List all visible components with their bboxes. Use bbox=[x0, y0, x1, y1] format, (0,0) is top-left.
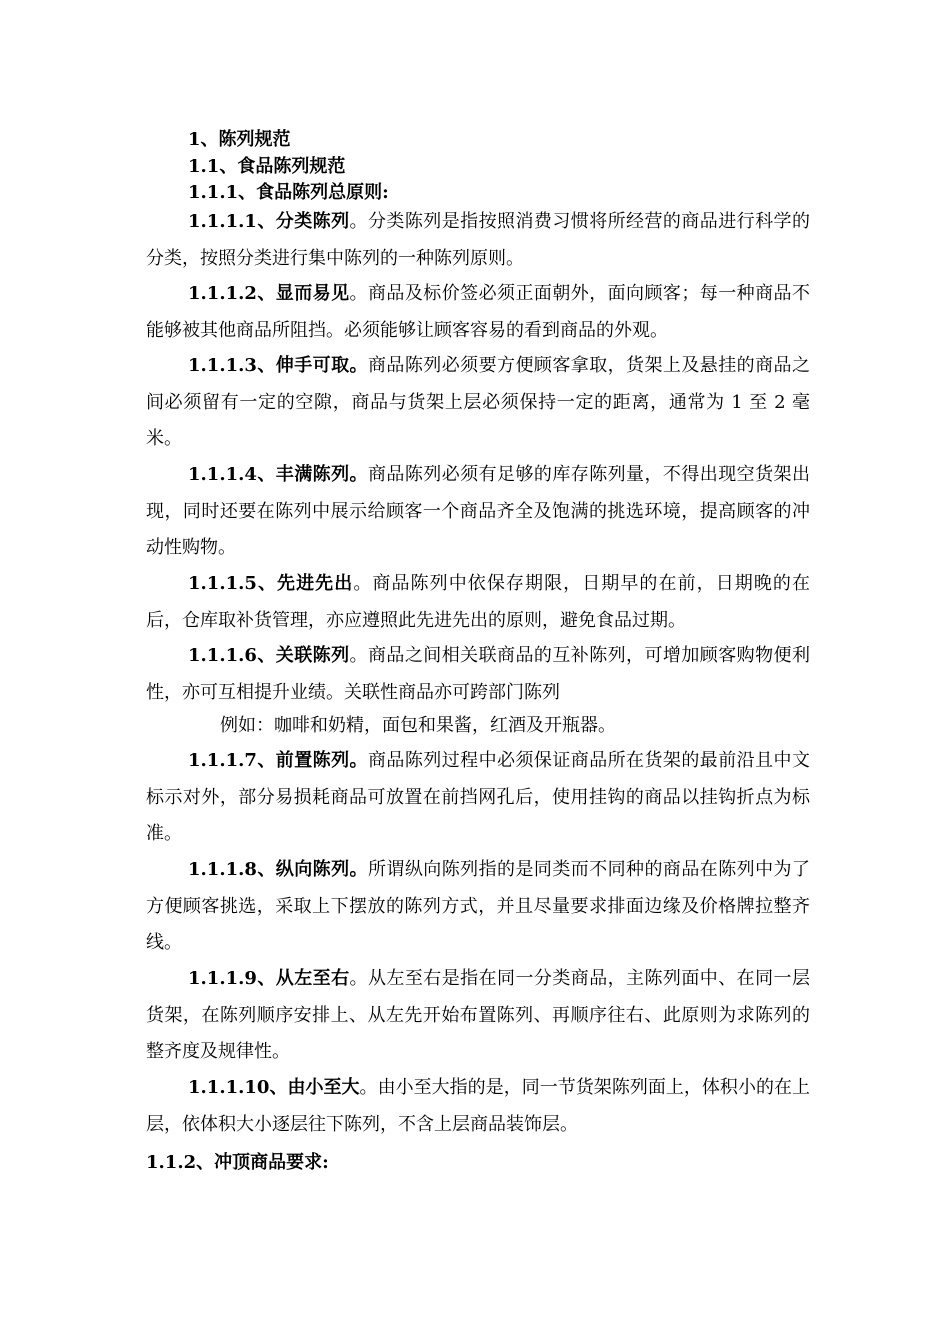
paragraph-lead: 1.1.1.3、伸手可取。 bbox=[188, 355, 368, 376]
paragraph-related-display bbox=[146, 638, 810, 711]
heading-level-2: 1.1、食品陈列规范 bbox=[188, 156, 346, 177]
paragraph-lead: 1.1.1.6、关联陈列 bbox=[188, 645, 350, 666]
paragraph-lead: 1.1.1.10、由小至大 bbox=[188, 1077, 360, 1098]
paragraph-text: 商品陈列必须有足够的库存陈列量，不得出现空货架出现，同时还要在陈列中展示给顾客一个商品齐全及饱满的挑选环境，提高顾客的冲动性购物。 bbox=[146, 464, 810, 558]
paragraph-lead: 1.1.1.5、先进先出 bbox=[188, 573, 354, 594]
paragraph-full-display bbox=[146, 457, 810, 567]
paragraph-lead: 1.1.1.9、从左至右 bbox=[188, 968, 350, 989]
paragraph-lead: 1.1.1.8、纵向陈列。 bbox=[188, 859, 368, 880]
paragraph-front-display bbox=[146, 743, 810, 853]
paragraph-text: 。分类陈列是指按照消费习惯将所经营的商品进行科学的分类，按照分类进行集中陈列的一种陈列原则。 bbox=[146, 211, 810, 269]
paragraph-classified-display bbox=[146, 204, 810, 277]
heading-level-1: 1、陈列规范 bbox=[188, 129, 291, 150]
paragraph-lead: 1.1.1.2、显而易见 bbox=[188, 283, 350, 304]
paragraph-lead: 1.1.1.1、分类陈列 bbox=[188, 211, 350, 232]
heading-level-3: 1.1.2、冲顶商品要求: bbox=[146, 1152, 329, 1173]
paragraph-small-to-large bbox=[146, 1070, 810, 1143]
paragraph-text: 商品陈列过程中必须保证商品所在货架的最前沿且中文标示对外，部分易损耗商品可放置在前挡网孔后，使用挂钩的商品以挂钩折点为标准。 bbox=[146, 750, 810, 844]
paragraph-lead: 1.1.1.4、丰满陈列。 bbox=[188, 464, 368, 485]
paragraph-text: 。商品之间相关联商品的互补陈列，可增加顾客购物便利性，亦可互相提升业绩。关联性商品亦可跨部门陈列 bbox=[146, 645, 810, 703]
paragraph-vertical-display bbox=[146, 852, 810, 962]
paragraph-first-in-first-out bbox=[146, 566, 810, 639]
paragraph-text: 。商品陈列中依保存期限，日期早的在前，日期晚的在后，仓库取补货管理，亦应遵照此先进先出的原则，避免食品过期。 bbox=[146, 573, 811, 631]
paragraph-text: 所谓纵向陈列指的是同类而不同种的商品在陈列中为了方便顾客挑选，采取上下摆放的陈列方式，并且尽量要求排面边缘及价格牌拉整齐线。 bbox=[146, 859, 810, 953]
paragraph-text: 。商品及标价签必须正面朝外，面向顾客；每一种商品不能够被其他商品所阻挡。必须能够让顾客容易的看到商品的外观。 bbox=[146, 283, 810, 341]
heading-level-3: 1.1.1、食品陈列总原则: bbox=[188, 182, 389, 203]
example-line: 例如：咖啡和奶精，面包和果酱，红酒及开瓶器。 bbox=[220, 715, 616, 736]
paragraph-text: 商品陈列必须要方便顾客拿取，货架上及悬挂的商品之间必须留有一定的空隙，商品与货架上层必须保持一定的距离，通常为 1 至 2 毫米。 bbox=[146, 355, 810, 449]
paragraph-lead: 1.1.1.7、前置陈列。 bbox=[188, 750, 368, 771]
paragraph-text: 。由小至大指的是，同一节货架陈列面上，体积小的在上层，依体积大小逐层往下陈列，不含上层商品装饰层。 bbox=[146, 1077, 811, 1135]
paragraph-text: 。从左至右是指在同一分类商品，主陈列面中、在同一层货架，在陈列顺序安排上、从左先开始布置陈列、再顺序往右、此原则为求陈列的整齐度及规律性。 bbox=[146, 968, 810, 1062]
paragraph-reachable-display bbox=[146, 348, 810, 458]
paragraph-left-to-right bbox=[146, 961, 810, 1071]
paragraph-visible-display bbox=[146, 276, 810, 349]
